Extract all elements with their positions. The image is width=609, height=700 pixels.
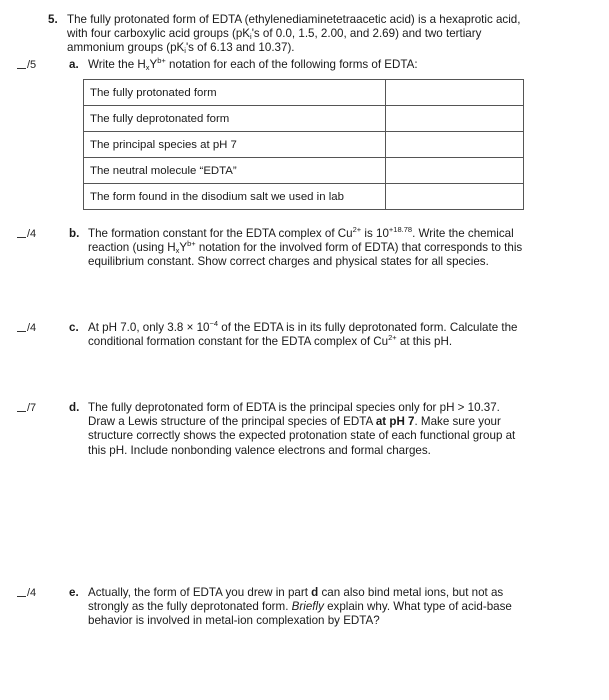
part-d-letter: d. (69, 401, 80, 414)
form-label: The neutral molecule “EDTA” (84, 158, 386, 184)
form-label: The fully deprotonated form (84, 106, 386, 132)
part-b-line-3: equilibrium constant. Show correct charges and physical states for all species. (88, 255, 489, 269)
part-c-line-1: At pH 7.0, only $3.8 \times 10^{-4}$ of the EDTA is in its fully deprotonated form. Calculate the (88, 319, 518, 334)
part-c-prompt (88, 321, 589, 349)
problem-intro (67, 13, 593, 56)
form-label: The principal species at pH 7 (84, 132, 386, 158)
intro-line-3: ammonium groups ($pK_i's$ of 6.13 and 10.37). (67, 41, 295, 56)
points-part-a: /5 (17, 58, 36, 71)
part-e-prompt (88, 586, 589, 629)
part-d-line-3: structure correctly shows the expected protonation state of each functional group at (88, 429, 516, 443)
problem-5 (48, 13, 593, 59)
part-e-line-3: behavior is involved in metal-ion complexation by EDTA? (88, 614, 380, 628)
part-c (69, 321, 589, 351)
part-e-line-2: strongly as the fully deprotonated form. Briefly explain why. What type of acid-base (88, 600, 512, 614)
part-c-letter: c. (69, 321, 79, 334)
table-row (84, 158, 524, 184)
answer-cell[interactable] (386, 80, 524, 106)
points-part-d: /7 (17, 401, 36, 414)
answer-cell[interactable] (386, 132, 524, 158)
table-row (84, 132, 524, 158)
points-part-e: /4 (17, 586, 36, 599)
part-a-prompt: Write the $H_xY^{b+}$ notation for each of the following forms of EDTA: (88, 56, 418, 72)
part-d-line-2: Draw a Lewis structure of the principal species of EDTA at pH 7. Make sure your (88, 415, 501, 429)
points-part-b: /4 (17, 227, 36, 240)
part-a (69, 58, 589, 74)
part-e-letter: e. (69, 586, 79, 599)
answer-cell[interactable] (386, 158, 524, 184)
edta-forms-table (83, 79, 524, 210)
problem-number: 5. (48, 13, 58, 26)
part-d-prompt (88, 401, 589, 458)
part-b (69, 227, 589, 271)
part-e (69, 586, 589, 630)
form-label: The form found in the disodium salt we used in lab (84, 184, 386, 210)
table-row (84, 184, 524, 210)
part-b-line-1: The formation constant for the EDTA complex of $Cu^{2+}$ is $10^{+18.78}$. Write the chemical (88, 225, 514, 240)
points-part-c: /4 (17, 321, 36, 334)
part-a-letter: a. (69, 58, 79, 71)
part-b-line-2: reaction (using $H_xY^{b+}$ notation for the involved form of EDTA) that corresponds to this (88, 239, 523, 256)
answer-cell[interactable] (386, 106, 524, 132)
form-label: The fully protonated form (84, 80, 386, 106)
intro-line-2: with four carboxylic acid groups ($pK_i's$ of 0.0, 1.5, 2.00, and 2.69) and two tertiary (67, 27, 482, 42)
part-b-letter: b. (69, 227, 80, 240)
part-c-line-2: conditional formation constant for the EDTA complex of $Cu^{2+}$ at this pH. (88, 333, 453, 349)
part-d-line-1: The fully deprotonated form of EDTA is the principal species only for pH > 10.37. (88, 401, 500, 414)
part-d-line-4: this pH. Include nonbonding valence electrons and formal charges. (88, 443, 431, 457)
part-d (69, 401, 589, 459)
table-row (84, 80, 524, 106)
part-e-line-1: Actually, the form of EDTA you drew in part d can also bind metal ions, but not as (88, 586, 504, 599)
answer-cell[interactable] (386, 184, 524, 210)
part-b-prompt (88, 227, 589, 270)
table-row (84, 106, 524, 132)
intro-line-1: The fully protonated form of EDTA (ethylenediaminetetraacetic acid) is a hexaprotic acid, (67, 13, 521, 26)
